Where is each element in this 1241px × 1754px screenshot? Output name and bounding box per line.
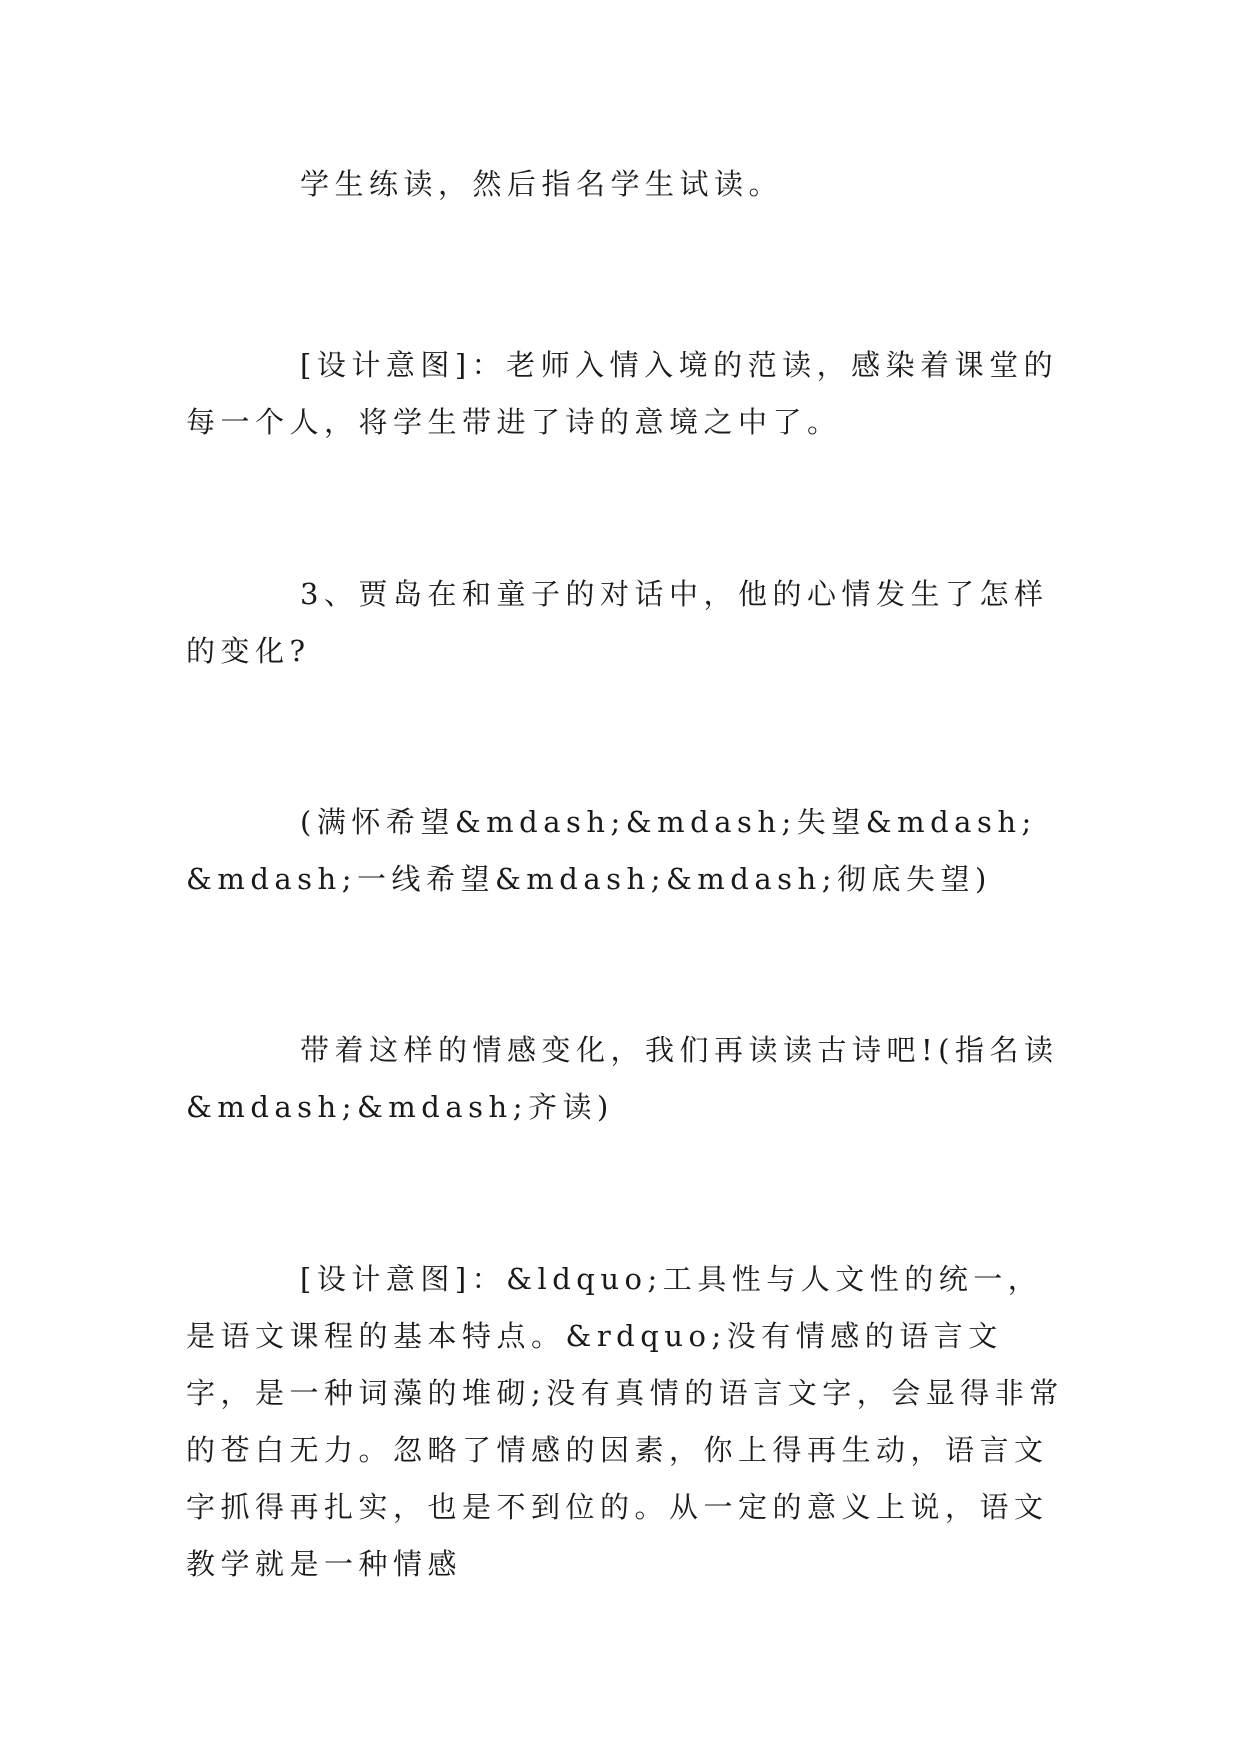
paragraph-mood-sequence: (满怀希望&mdash;&mdash;失望&mdash;&mdash;一线希望&mdash;&mdash;彻底失望)	[186, 805, 1037, 896]
paragraph-design-intent-emotion: [设计意图]：&ldquo;工具性与人文性的统一，是语文课程的基本特点。&rdquo;没有情感的语言文字，是一种词藻的堆砌;没有真情的语言文字，会显得非常的苍白无力。忽略了情感的因素，你上得再生动，语言文字抓得再扎实，也是不到位的。从一定的意义上说，语文教学就是一种情感	[186, 1262, 1064, 1581]
paragraph-student-practice-reading: 学生练读，然后指名学生试读。	[300, 167, 784, 201]
paragraph-reread-poem: 带着这样的情感变化，我们再读读古诗吧!(指名读&mdash;&mdash;齐读)	[186, 1033, 1059, 1124]
paragraph-question-mood-change: 3、贾岛在和童子的对话中，他的心情发生了怎样的变化?	[186, 577, 1049, 668]
paragraph-design-intent-model-reading: [设计意图]：老师入情入境的范读，感染着课堂的每一个人，将学生带进了诗的意境之中了。	[186, 348, 1059, 439]
